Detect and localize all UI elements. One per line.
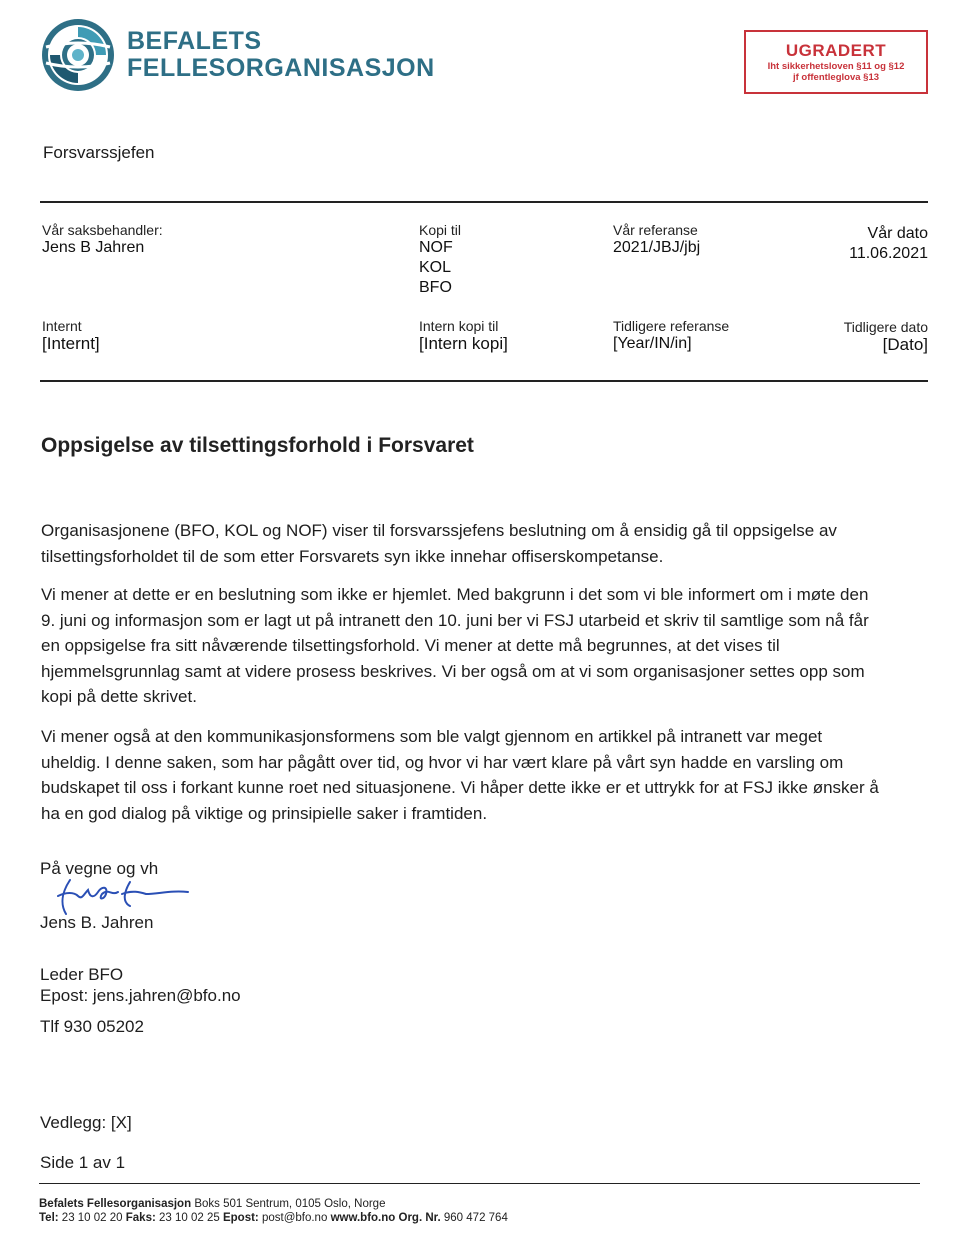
meta-divider xyxy=(40,380,928,382)
internal-label: Internt xyxy=(42,318,82,334)
previous-date-label: Tidligere dato xyxy=(843,319,928,335)
footer-email-label: Epost: xyxy=(222,1212,259,1224)
footer-org-name: Befalets Fellesorganisasjon xyxy=(39,1198,192,1210)
previous-reference-value: [Year/IN/in] xyxy=(613,335,692,352)
internal-copy-block xyxy=(419,318,508,354)
footer-org-label: Org. Nr. xyxy=(398,1212,441,1224)
footer-tel-label: Tel: xyxy=(39,1212,59,1224)
previous-date-value: [Dato] xyxy=(882,335,928,354)
date-value: 11.06.2021 xyxy=(849,245,928,262)
classification-legal-line-1: Iht sikkerhetsloven §11 og §12 xyxy=(767,61,905,72)
signature-name: Jens B. Jahren xyxy=(40,913,154,932)
classification-legal-line-2: jf offentleglova §13 xyxy=(792,72,880,83)
classification-title: UGRADERT xyxy=(785,41,887,60)
previous-date-block xyxy=(844,319,928,355)
footer-fax-label: Faks: xyxy=(125,1212,156,1224)
footer-email[interactable]: post@bfo.no xyxy=(261,1212,328,1224)
organization-name xyxy=(127,28,435,82)
reference-label: Vår referanse xyxy=(613,222,698,238)
logo-line-1: BEFALETS xyxy=(127,27,262,55)
body-paragraph-3: Vi mener også at den kommunikasjonsformens som ble valgt gjennom en artikkel på intranett var meget uheldig. I denne saken, som har pågått over tid, og hvor vi har vært klare på vårt syn hadde en varsling om budskapet til oss i forkant kunne roet ned situasjonene. Vi håper dette ikke er et uttrykk for at FSJ ikke ønsker å ha en god dialog på viktige og prinsipielle saker i framtiden. xyxy=(41,727,879,823)
header-divider xyxy=(40,201,928,203)
footer-divider xyxy=(39,1183,920,1184)
handler-block xyxy=(42,222,163,258)
footer-address: Boks 501 Sentrum, 0105 Oslo, Norge xyxy=(194,1198,386,1210)
copy-recipient-nof: NOF xyxy=(419,239,453,256)
internal-value: [Internt] xyxy=(42,334,100,353)
body-paragraph-2: Vi mener at dette er en beslutning som ikke er hjemlet. Med bakgrunn i det som vi ble informert om i møte den 9. juni og informasjon som er lagt ut på intranett den 10. juni ber vi FSJ utarbeid et skriv til samtlige som nå får en oppsigelse fra sitt nåværende tilsettingsforhold. Vi mener at dette må begrunnes, at det vises til hjemmelsgrunnlag samt at videre prosess beskrives. Vi ber også om at vi som organisasjoner settes opp som kopi på dette skrivet. xyxy=(41,585,869,706)
recipient: Forsvarssjefen xyxy=(43,143,155,162)
reference-block xyxy=(613,222,700,258)
footer-address-line xyxy=(39,1198,385,1210)
logo-line-2: FELLESORGANISASJON xyxy=(127,54,435,82)
attachments: Vedlegg: [X] xyxy=(40,1113,132,1132)
handler-label: Vår saksbehandler: xyxy=(42,222,163,238)
footer-org-nr: 960 472 764 xyxy=(443,1212,508,1224)
internal-copy-value: [Intern kopi] xyxy=(419,334,508,353)
subject-heading: Oppsigelse av tilsettingsforhold i Forsvaret xyxy=(41,434,474,457)
handler-value: Jens B Jahren xyxy=(42,239,145,256)
date-block xyxy=(849,224,928,264)
copy-block xyxy=(419,222,461,298)
classification-stamp xyxy=(744,30,928,94)
copy-recipient-bfo: BFO xyxy=(419,279,452,296)
signature-phone: Tlf 930 05202 xyxy=(40,1017,144,1036)
date-label: Vår dato xyxy=(867,225,928,242)
reference-value: 2021/JBJ/jbj xyxy=(613,239,701,256)
previous-reference-label: Tidligere referanse xyxy=(613,318,730,334)
footer-tel: 23 10 02 20 xyxy=(61,1212,123,1224)
footer-contact-line xyxy=(39,1212,508,1224)
page-number: Side 1 av 1 xyxy=(40,1153,126,1172)
internal-block xyxy=(42,318,100,354)
body-paragraph-1: Organisasjonene (BFO, KOL og NOF) viser til forsvarssjefens beslutning om å ensidig gå til oppsigelse av tilsettingsforholdet til de som etter Forsvarets syn ikke innehar offiserskompetanse. xyxy=(41,521,837,566)
signature-title: Leder BFO xyxy=(40,965,124,984)
signature-email: Epost: jens.jahren@bfo.no xyxy=(40,986,241,1005)
bfo-logo-icon xyxy=(40,17,116,93)
previous-reference-block xyxy=(613,318,729,354)
footer-fax: 23 10 02 25 xyxy=(159,1212,220,1224)
copy-label: Kopi til xyxy=(419,222,462,238)
footer-web[interactable]: www.bfo.no xyxy=(330,1212,396,1224)
internal-copy-label: Intern kopi til xyxy=(419,318,499,334)
copy-recipient-kol: KOL xyxy=(419,259,452,276)
signature-greeting: På vegne og vh xyxy=(40,859,159,878)
